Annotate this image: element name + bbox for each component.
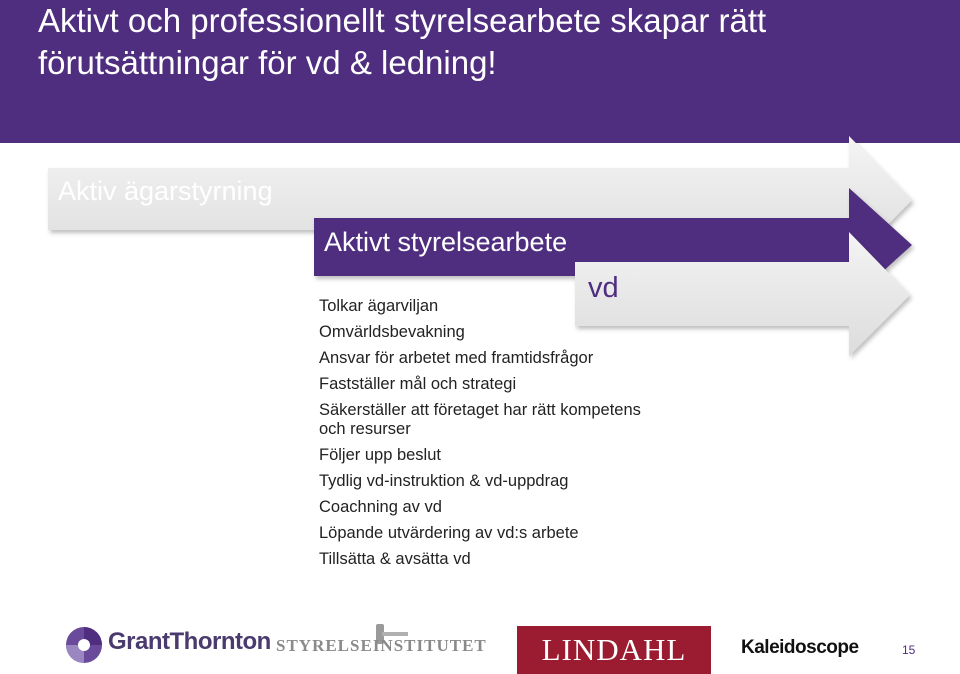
ownership-arrow-label: Aktiv ägarstyrning	[58, 176, 273, 206]
ceo-arrow-label: vd	[588, 272, 619, 304]
list-item: Fastställer mål och strategi	[319, 375, 517, 393]
board-arrow-label: Aktivt styrelsearbete	[324, 227, 568, 257]
list-item: Löpande utvärdering av vd:s arbete	[319, 524, 579, 542]
list-item: Coachning av vd	[319, 498, 442, 516]
styrelseinstitutet-logo: STYRELSEINSTITUTET	[276, 636, 487, 655]
page-number: 15	[902, 643, 916, 657]
lindahl-logo-text: LINDAHL	[541, 632, 687, 667]
slide-title: Aktivt och professionellt styrelsearbete skapar rätt förutsättningar för vd & ledning!	[38, 2, 767, 81]
list-item: Tolkar ägarviljan	[319, 297, 439, 315]
kaleidoscope-logo: Kaleidoscope	[741, 637, 859, 658]
grant-thornton-logo: GrantThornton	[108, 628, 271, 655]
list-item: Ansvar för arbetet med framtidsfrågor	[319, 349, 594, 367]
list-item: Säkerställer att företaget har rätt kompetens och resurser	[319, 401, 641, 438]
list-item: Tillsätta & avsätta vd	[319, 550, 471, 568]
list-item: Följer upp beslut	[319, 446, 441, 464]
lindahl-logo	[517, 626, 711, 674]
list-item: Tydlig vd-instruktion & vd-uppdrag	[319, 472, 569, 490]
grant-thornton-mark-icon	[64, 625, 104, 665]
board-task-list	[319, 297, 649, 576]
list-item: Omvärldsbevakning	[319, 323, 465, 341]
